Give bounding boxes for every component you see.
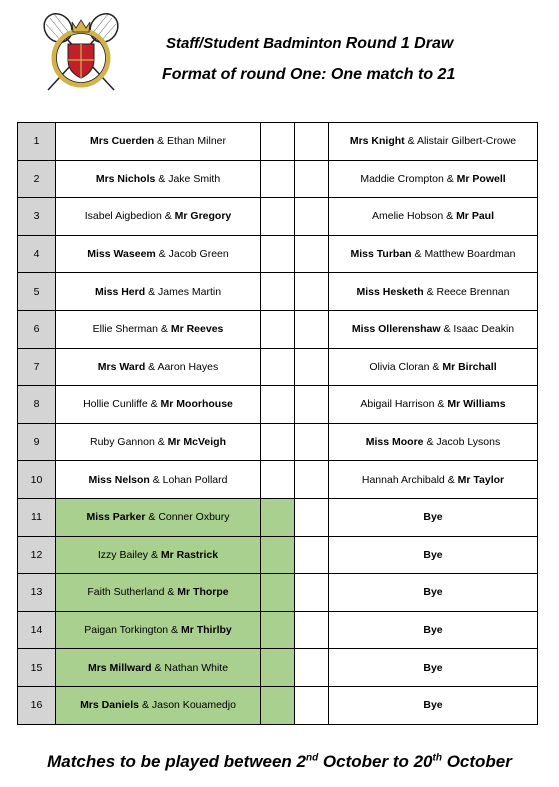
- left-player-a: Mrs Millward: [87, 661, 152, 674]
- left-pair: [56, 160, 261, 198]
- right-player-a: Miss Moore: [365, 436, 424, 449]
- ampersand: &: [158, 172, 166, 185]
- match-row: [18, 310, 538, 348]
- right-pair: [329, 160, 538, 198]
- right-pair: [329, 423, 538, 461]
- match-row: [18, 423, 538, 461]
- left-player-b: James Martin: [158, 285, 222, 298]
- ampersand: &: [150, 398, 158, 411]
- score-cell-left: [261, 198, 295, 236]
- left-pair: [56, 461, 261, 499]
- ampersand: &: [160, 323, 168, 336]
- left-pair: [56, 536, 261, 574]
- ampersand: &: [148, 360, 156, 373]
- match-row: [18, 461, 538, 499]
- ampersand: &: [426, 285, 434, 298]
- ampersand: &: [167, 586, 175, 599]
- ampersand: &: [150, 548, 158, 561]
- match-number: 16: [18, 686, 56, 724]
- right-player-b: Mr Williams: [447, 398, 506, 411]
- match-number: 4: [18, 235, 56, 273]
- page-title: Staff/Student Badminton Round 1 Draw: [166, 35, 454, 52]
- score-cell-left: [261, 686, 295, 724]
- left-pair: [56, 686, 261, 724]
- right-player-a: Mrs Knight: [349, 135, 405, 148]
- score-cell-left: [261, 461, 295, 499]
- right-pair: [329, 461, 538, 499]
- left-player-b: Mr Thirlby: [180, 624, 232, 637]
- score-cell-right: [295, 310, 329, 348]
- ampersand: &: [443, 323, 451, 336]
- left-player-a: Miss Herd: [94, 285, 146, 298]
- bye-cell: Bye: [329, 611, 538, 649]
- match-number: 11: [18, 498, 56, 536]
- draw-table: [17, 122, 538, 725]
- match-row: [18, 160, 538, 198]
- score-cell-right: [295, 123, 329, 161]
- left-player-b: Nathan White: [164, 661, 229, 674]
- ampersand: &: [157, 135, 165, 148]
- right-player-a: Abigail Harrison: [360, 398, 435, 411]
- match-row: [18, 123, 538, 161]
- left-pair: [56, 123, 261, 161]
- right-player-a: Miss Ollerenshaw: [351, 323, 441, 336]
- match-row: [18, 574, 538, 612]
- ampersand: &: [157, 436, 165, 449]
- match-row: [18, 611, 538, 649]
- ampersand: &: [446, 210, 454, 223]
- score-cell-right: [295, 423, 329, 461]
- right-pair: [329, 123, 538, 161]
- match-number: 13: [18, 574, 56, 612]
- left-player-a: Mrs Nichols: [95, 172, 156, 185]
- match-number: 1: [18, 123, 56, 161]
- score-cell-left: [261, 649, 295, 687]
- left-player-a: Isabel Aigbedion: [84, 210, 162, 223]
- ampersand: &: [426, 436, 434, 449]
- left-player-b: Mr Gregory: [174, 210, 232, 223]
- right-player-a: Hannah Archibald: [361, 473, 445, 486]
- left-player-b: Conner Oxbury: [158, 511, 230, 524]
- bye-cell: Bye: [329, 574, 538, 612]
- score-cell-right: [295, 235, 329, 273]
- right-player-b: Mr Taylor: [457, 473, 505, 486]
- match-row: [18, 348, 538, 386]
- right-pair: [329, 198, 538, 236]
- right-pair: [329, 273, 538, 311]
- left-player-a: Miss Parker: [86, 511, 146, 524]
- left-player-b: Mr Thorpe: [177, 586, 229, 599]
- bye-cell: Bye: [329, 649, 538, 687]
- left-player-b: Mr Moorhouse: [160, 398, 233, 411]
- left-player-a: Mrs Cuerden: [90, 135, 155, 148]
- bye-cell: Bye: [329, 686, 538, 724]
- match-row: [18, 386, 538, 424]
- ampersand: &: [152, 473, 160, 486]
- right-player-a: Olivia Cloran: [369, 360, 430, 373]
- left-player-b: Jason Kouamedjo: [151, 699, 236, 712]
- left-pair: [56, 348, 261, 386]
- footer-dates: Matches to be played between 2nd October to 20th October: [47, 752, 512, 771]
- left-player-a: Faith Sutherland: [87, 586, 165, 599]
- match-row: [18, 536, 538, 574]
- left-player-a: Izzy Bailey: [97, 548, 149, 561]
- score-cell-right: [295, 461, 329, 499]
- score-cell-left: [261, 160, 295, 198]
- bye-cell: Bye: [329, 536, 538, 574]
- right-player-a: Amelie Hobson: [372, 210, 444, 223]
- score-cell-left: [261, 386, 295, 424]
- score-cell-left: [261, 536, 295, 574]
- left-player-b: Aaron Hayes: [157, 360, 219, 373]
- match-row: [18, 235, 538, 273]
- right-player-b: Jacob Lysons: [436, 436, 501, 449]
- score-cell-left: [261, 348, 295, 386]
- ampersand: &: [148, 511, 156, 524]
- left-pair: [56, 611, 261, 649]
- left-pair: [56, 498, 261, 536]
- match-row: [18, 498, 538, 536]
- school-crest-logo: [36, 8, 126, 98]
- score-cell-left: [261, 310, 295, 348]
- left-pair: [56, 649, 261, 687]
- match-number: 14: [18, 611, 56, 649]
- score-cell-right: [295, 649, 329, 687]
- left-player-a: Miss Waseem: [87, 248, 156, 261]
- left-player-a: Hollie Cunliffe: [83, 398, 148, 411]
- left-player-a: Ruby Gannon: [89, 436, 155, 449]
- right-player-a: Maddie Crompton: [360, 172, 444, 185]
- right-player-b: Mr Powell: [456, 172, 506, 185]
- score-cell-left: [261, 273, 295, 311]
- score-cell-right: [295, 574, 329, 612]
- ampersand: &: [432, 360, 440, 373]
- right-pair: [329, 348, 538, 386]
- left-pair: [56, 310, 261, 348]
- left-pair: [56, 574, 261, 612]
- left-player-b: Lohan Pollard: [162, 473, 228, 486]
- match-row: [18, 273, 538, 311]
- right-pair: [329, 235, 538, 273]
- left-player-b: Mr McVeigh: [167, 436, 226, 449]
- match-number: 9: [18, 423, 56, 461]
- ampersand: &: [447, 473, 455, 486]
- ampersand: &: [158, 248, 166, 261]
- left-player-b: Mr Reeves: [170, 323, 224, 336]
- ampersand: &: [446, 172, 454, 185]
- left-player-a: Paigan Torkington: [84, 624, 169, 637]
- right-pair: [329, 310, 538, 348]
- right-player-b: Matthew Boardman: [424, 248, 516, 261]
- score-cell-right: [295, 686, 329, 724]
- bye-cell: Bye: [329, 498, 538, 536]
- match-number: 6: [18, 310, 56, 348]
- left-player-a: Mrs Ward: [97, 360, 146, 373]
- right-player-b: Mr Paul: [456, 210, 494, 223]
- left-pair: [56, 235, 261, 273]
- ampersand: &: [437, 398, 445, 411]
- score-cell-right: [295, 160, 329, 198]
- score-cell-left: [261, 498, 295, 536]
- right-player-a: Miss Hesketh: [356, 285, 424, 298]
- left-player-b: Ethan Milner: [167, 135, 226, 148]
- score-cell-right: [295, 498, 329, 536]
- left-player-b: Jake Smith: [168, 172, 221, 185]
- format-subtitle: Format of round One: One match to 21: [162, 66, 456, 83]
- left-pair: [56, 386, 261, 424]
- left-player-a: Miss Nelson: [88, 473, 150, 486]
- match-row: [18, 686, 538, 724]
- ampersand: &: [148, 285, 156, 298]
- ampersand: &: [171, 624, 179, 637]
- ampersand: &: [414, 248, 422, 261]
- ampersand: &: [154, 661, 162, 674]
- match-number: 8: [18, 386, 56, 424]
- right-player-b: Isaac Deakin: [453, 323, 515, 336]
- score-cell-left: [261, 611, 295, 649]
- score-cell-right: [295, 273, 329, 311]
- left-pair: [56, 423, 261, 461]
- left-player-b: Jacob Green: [168, 248, 229, 261]
- score-cell-right: [295, 536, 329, 574]
- right-pair: [329, 386, 538, 424]
- ampersand: &: [164, 210, 172, 223]
- score-cell-right: [295, 386, 329, 424]
- match-row: [18, 649, 538, 687]
- score-cell-right: [295, 348, 329, 386]
- match-number: 2: [18, 160, 56, 198]
- match-row: [18, 198, 538, 236]
- left-pair: [56, 273, 261, 311]
- score-cell-right: [295, 198, 329, 236]
- left-player-b: Mr Rastrick: [160, 548, 219, 561]
- score-cell-left: [261, 423, 295, 461]
- score-cell-right: [295, 611, 329, 649]
- match-number: 15: [18, 649, 56, 687]
- right-player-b: Mr Birchall: [442, 360, 497, 373]
- ampersand: &: [407, 135, 415, 148]
- score-cell-left: [261, 235, 295, 273]
- match-number: 12: [18, 536, 56, 574]
- match-number: 10: [18, 461, 56, 499]
- right-player-b: Alistair Gilbert-Crowe: [416, 135, 517, 148]
- left-pair: [56, 198, 261, 236]
- match-number: 7: [18, 348, 56, 386]
- left-player-a: Ellie Sherman: [92, 323, 158, 336]
- score-cell-left: [261, 574, 295, 612]
- ampersand: &: [141, 699, 149, 712]
- score-cell-left: [261, 123, 295, 161]
- match-number: 3: [18, 198, 56, 236]
- match-number: 5: [18, 273, 56, 311]
- left-player-a: Mrs Daniels: [80, 699, 140, 712]
- right-player-a: Miss Turban: [350, 248, 412, 261]
- right-player-b: Reece Brennan: [436, 285, 510, 298]
